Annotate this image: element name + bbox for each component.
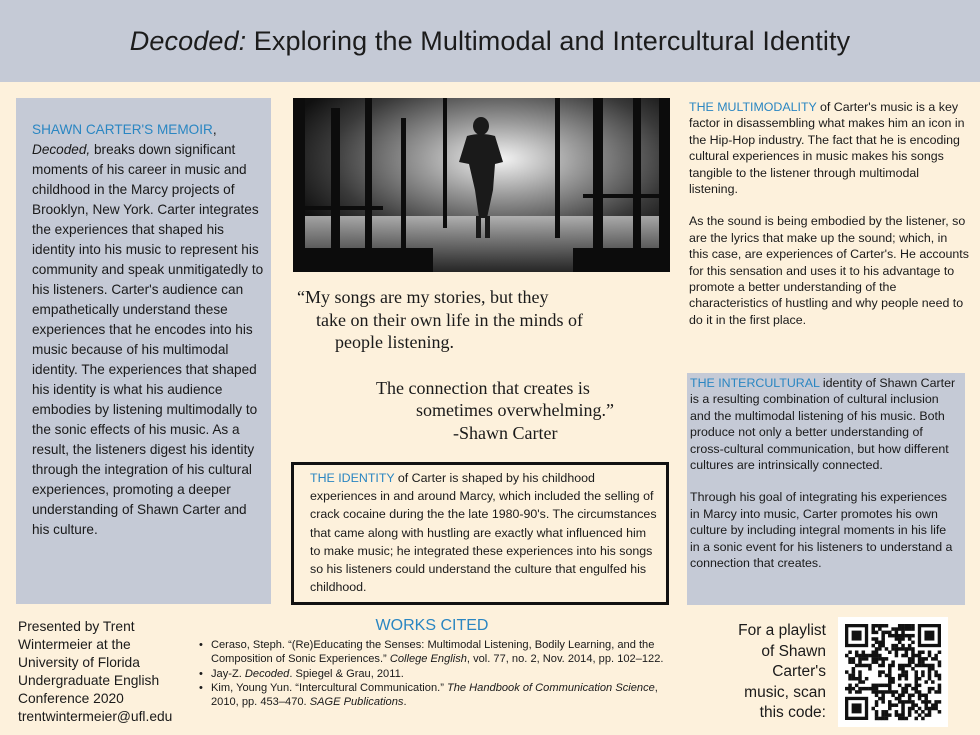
intercultural-panel — [687, 373, 965, 605]
playlist-line-1: For a playlist — [738, 622, 826, 639]
citation-list — [197, 638, 677, 709]
identity-heading: THE IDENTITY — [310, 471, 395, 485]
identity-box — [291, 462, 669, 605]
citation-text: Jay-Z. — [211, 667, 245, 680]
multimodality-heading: THE MULTIMODALITY — [689, 100, 817, 114]
presenter-info — [18, 618, 198, 726]
quote-line-4: The connection that creates is — [376, 377, 590, 398]
citation-text: Ceraso, Steph. “(Re)Educating the Senses: Multimodal Listening, Bodily Learning, and the Composition of Sonic Experiences.” — [211, 639, 655, 666]
citation-source: Decoded — [244, 667, 290, 680]
memoir-panel — [16, 98, 271, 604]
intercultural-heading: THE INTERCULTURAL — [690, 376, 820, 390]
memoir-comma: , — [212, 122, 217, 137]
works-cited — [197, 617, 677, 709]
multimodality-p2: As the sound is being embodied by the listener, so are the lyrics that make up the sound; which, in this case, are experiences of Carter's. He accounts for this sensation and uses it to his advantage to promote a better understanding of the characteristics of hustling and why people need to do it in the first place. — [689, 214, 969, 327]
playlist-line-3: Carter's — [772, 663, 826, 680]
presenter-line-1: Presented by Trent — [18, 619, 135, 634]
citation-kim — [197, 681, 677, 710]
poster-title — [130, 26, 850, 57]
playlist-line-5: this code: — [759, 704, 826, 721]
multimodality-section — [689, 99, 969, 328]
qr-code[interactable] — [838, 617, 948, 727]
presenter-line-2: Wintermeier at the — [18, 637, 131, 652]
stage-performer-image — [293, 98, 670, 272]
identity-body: of Carter is shaped by his childhood experiences in and around Marcy, which included the selling of crack cocaine during the the late 1980-90's. The circumstances that came along with hustling are exactly what influenced him to make music; he integrated these experiences into his songs so his listeners could understand the culture that engulfed his childhood. — [310, 471, 657, 595]
qr-code-icon — [838, 617, 948, 727]
citation-ceraso — [197, 638, 677, 667]
playlist-prompt — [710, 621, 826, 724]
memoir-book-title: Decoded, — [32, 142, 91, 157]
citation-text: , 2010, pp. 453–470. — [211, 681, 658, 709]
citation-text: . Spiegel & Grau, 2011. — [289, 667, 404, 680]
carter-quote — [293, 286, 673, 444]
memoir-heading: SHAWN CARTER'S MEMOIR — [32, 122, 213, 137]
poster-header — [0, 0, 980, 82]
citation-publisher: SAGE Publications — [309, 696, 404, 709]
presenter-line-3: University of Florida — [18, 655, 140, 670]
works-cited-heading: WORKS CITED — [375, 617, 489, 634]
playlist-line-4: music, scan — [744, 683, 826, 701]
identity-text — [310, 469, 658, 596]
citation-source: The Handbook of Communication Science — [446, 681, 655, 694]
quote-attribution: -Shawn Carter — [453, 422, 558, 443]
quote-line-3: people listening. — [335, 332, 454, 352]
citation-jayz — [197, 667, 677, 681]
intercultural-body-1: identity of Shawn Carter is a resulting combination of cultural inclusion and the multimodal listening of his music. Both produce not only a better understanding of cross-cultural communication, but how different cultures are intrinsically connected. — [690, 376, 956, 473]
citation-text: Kim, Young Yun. “Intercultural Communication.” — [211, 681, 447, 694]
memoir-text — [32, 120, 265, 540]
citation-source: College English — [389, 653, 467, 666]
memoir-body: breaks down significant moments of his career in music and childhood in the Marcy projects of Brooklyn, New York. Carter integrates the experiences that shaped his identity into his music to represent his community and speak unmitigatedly to his listeners. Carter's audience can empathetically understand these experiences that he encodes into his music because of his multimodal identity. The experiences that shaped his identity is what his audience embodies by listening multimodally to the sonic effects of his music. As a result, the listeners digest his identity through the integration of his cultural experiences, promoting a deeper understanding of Shawn Carter and his culture. — [32, 142, 264, 537]
citation-text: . — [403, 696, 407, 709]
title-rest: Exploring the Multimodal and Intercultural Identity — [246, 25, 851, 56]
multimodality-body-1: of Carter's music is a key factor in disassembling what makes him an icon in the Hip-Hop industry. The fact that he is encoding cultural experiences in music makes his songs tangible to the listener through multimodal listening. — [689, 100, 965, 197]
presenter-email: trentwintermeier@ufl.edu — [18, 709, 173, 724]
presenter-line-5: Conference 2020 — [18, 691, 124, 706]
concert-photo — [293, 98, 670, 272]
quote-line-5: sometimes overwhelming.” — [416, 400, 614, 420]
citation-text: , vol. 77, no. 2, Nov. 2014, pp. 102–122. — [466, 653, 664, 666]
multimodality-p1 — [689, 99, 969, 197]
intercultural-p1 — [690, 375, 959, 473]
intercultural-p2: Through his goal of integrating his experiences in Marcy into music, Carter promotes his own culture by including integral moments in his life in a sonic event for his listeners to understand a connection that creates. — [690, 490, 953, 571]
quote-line-2: take on their own life in the minds of — [316, 309, 583, 330]
title-italic: Decoded: — [129, 25, 247, 56]
presenter-line-4: Undergraduate English — [18, 673, 160, 688]
playlist-line-2: of Shawn — [761, 642, 826, 660]
quote-line-1: “My songs are my stories, but they — [297, 287, 549, 307]
